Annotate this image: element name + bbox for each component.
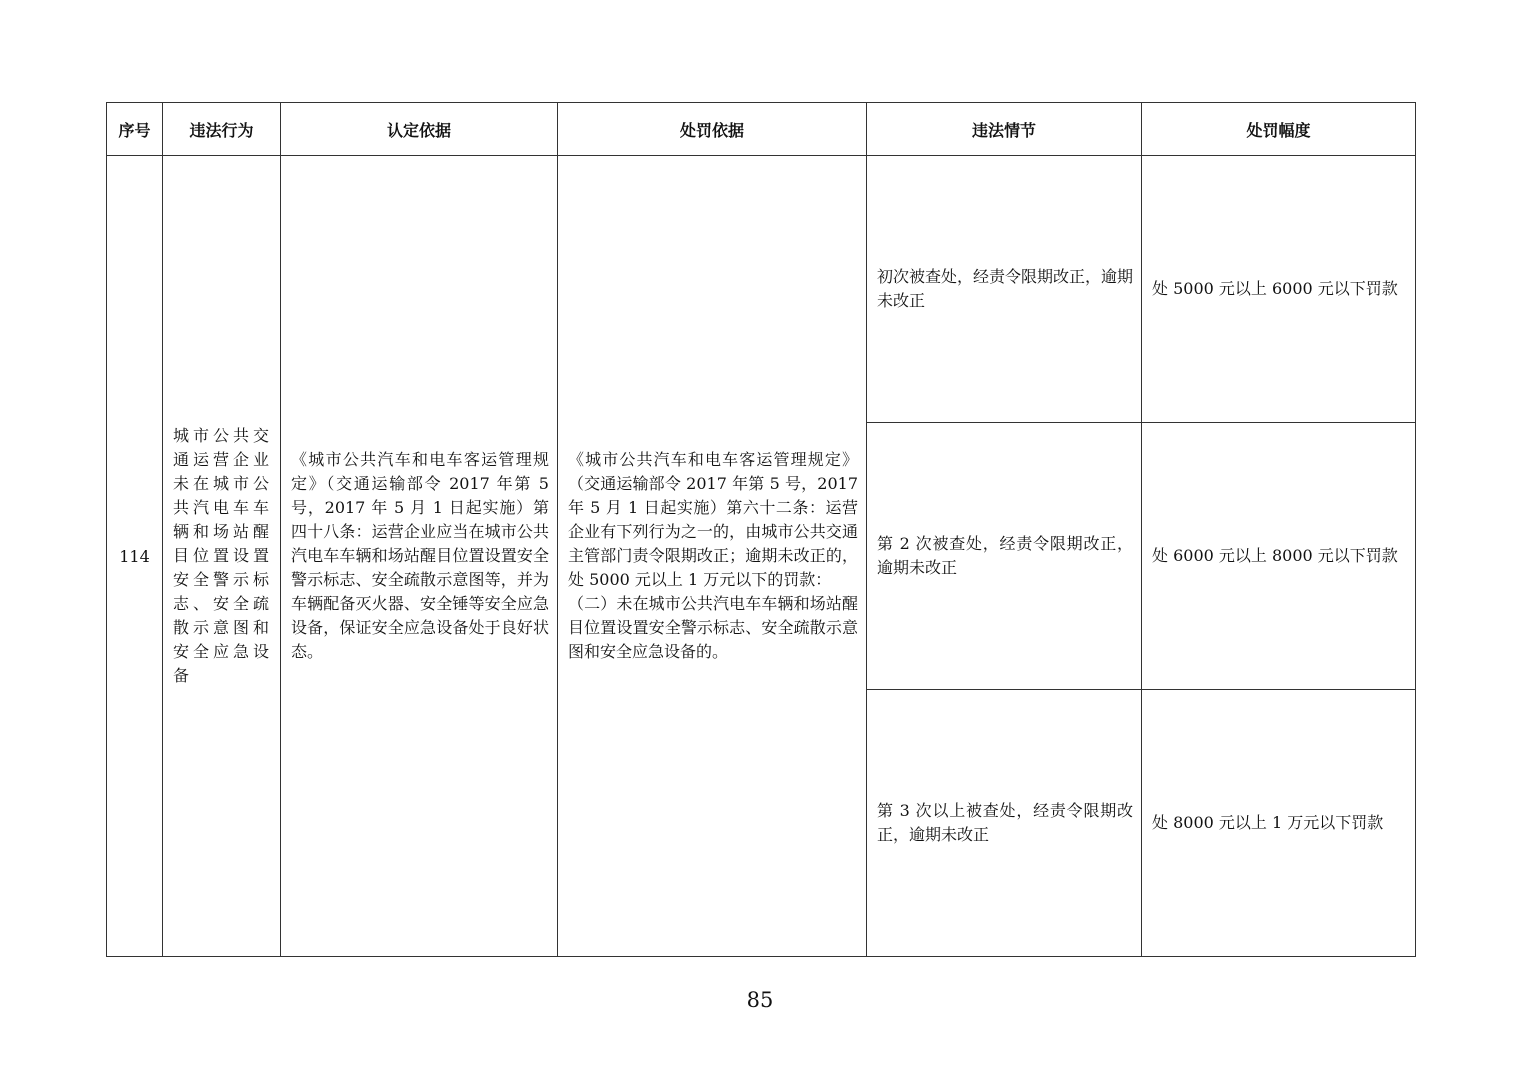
- circumstance-cell-3: [867, 690, 1142, 957]
- penalty-range-cell-3: [1142, 690, 1416, 957]
- header-circumstances: 违法情节: [867, 103, 1142, 156]
- penalty-range-text-3: 处 8000 元以上 1 万元以下罚款: [1152, 813, 1384, 832]
- seq-cell: [107, 156, 163, 957]
- determination-basis-text: 《城市公共汽车和电车客运管理规定》（交通运输部令 2017 年第 5 号，2017 年 5 月 1 日起实施）第四十八条：运营企业应当在城市公共汽电车车辆和场站醒目位置设置安全警示标志、安全疏散示意图等，并为车辆配备灭火器、安全锤等安全应急设备，保证安全应急设备处于良好状态。: [291, 450, 549, 661]
- determination-basis-cell: [281, 156, 558, 957]
- circumstance-text-1: 初次被查处，经责令限期改正，逾期未改正: [877, 267, 1134, 310]
- penalty-basis-cell: [558, 156, 867, 957]
- penalty-basis-text-2: （二）未在城市公共汽电车车辆和场站醒目位置设置安全警示标志、安全疏散示意图和安全应急设备的。: [568, 594, 858, 661]
- penalty-range-cell-2: [1142, 423, 1416, 690]
- penalty-range-text-2: 处 6000 元以上 8000 元以下罚款: [1152, 546, 1398, 565]
- circumstance-cell-1: [867, 156, 1142, 423]
- behavior-text: 城市公共交通运营企业未在城市公共汽电车车辆和场站醒目位置设置安全警示标志、安全疏散示意图和安全应急设备: [173, 426, 272, 685]
- header-behavior: 违法行为: [163, 103, 281, 156]
- header-penalty-range: 处罚幅度: [1142, 103, 1416, 156]
- circumstance-text-2: 第 2 次被查处，经责令限期改正，逾期未改正: [877, 534, 1133, 577]
- behavior-cell: [163, 156, 281, 957]
- seq-number: 114: [119, 546, 150, 566]
- circumstance-text-3: 第 3 次以上被查处，经责令限期改正，逾期未改正: [877, 801, 1133, 844]
- penalty-basis-text-1: 《城市公共汽车和电车客运管理规定》（交通运输部令 2017 年第 5 号，2017 年 5 月 1 日起实施）第六十二条：运营企业有下列行为之一的，由城市公共交通主管部门责令限期改正；逾期未改正的，处 5000 元以上 1 万元以下的罚款：: [568, 450, 858, 589]
- header-determination-basis: 认定依据: [281, 103, 558, 156]
- header-penalty-basis: 处罚依据: [558, 103, 867, 156]
- table-row: [107, 156, 1416, 423]
- header-row: [107, 103, 1416, 156]
- page-number: 85: [746, 988, 774, 1012]
- header-seq: 序号: [107, 103, 163, 156]
- penalty-table: [106, 102, 1416, 957]
- circumstance-cell-2: [867, 423, 1142, 690]
- penalty-range-cell-1: [1142, 156, 1416, 423]
- penalty-range-text-1: 处 5000 元以上 6000 元以下罚款: [1152, 279, 1398, 298]
